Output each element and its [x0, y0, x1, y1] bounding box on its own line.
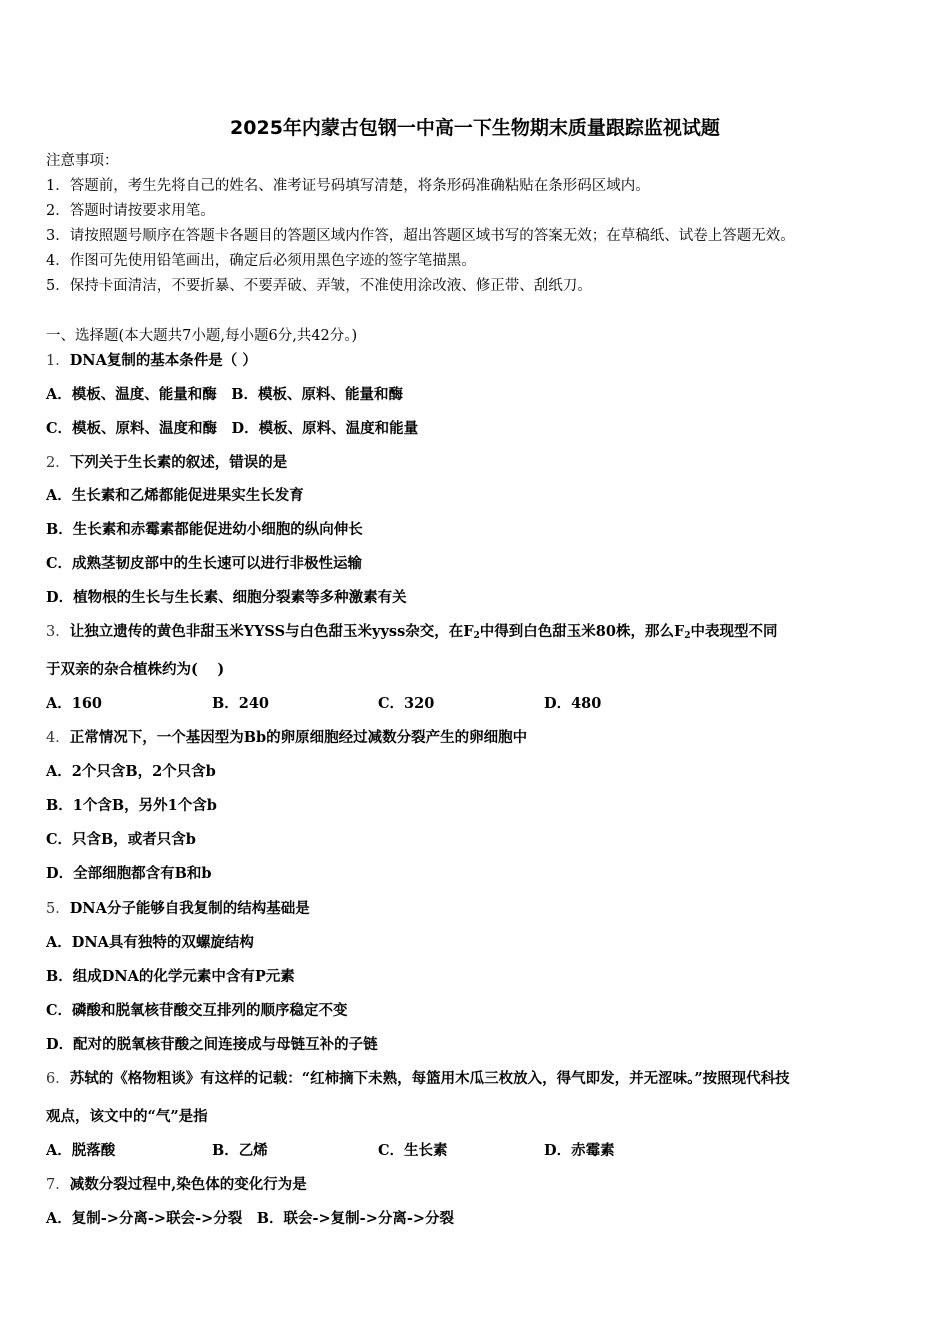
- q4-option-b: B．1个含B，另外1个含b: [46, 797, 217, 814]
- subscript: 2: [684, 631, 691, 641]
- q2-option-a: A．生长素和乙烯都能促进果实生长发育: [46, 487, 304, 504]
- q4-option-a: A．2个只含B，2个只含b: [46, 763, 216, 780]
- question-number: 3．: [46, 624, 70, 640]
- notice-item: 2．答题时请按要求用笔。: [46, 203, 215, 219]
- q5-option-d: D．配对的脱氧核苷酸之间连接成与母链互补的子链: [46, 1036, 378, 1053]
- notice-item: 1．答题前，考生先将自己的姓名、准考证号码填写清楚，将条形码准确粘贴在条形码区域内。: [46, 178, 650, 194]
- question-number: 4．: [46, 730, 70, 746]
- question-number: 7．: [46, 1177, 70, 1193]
- question-3: [46, 622, 778, 646]
- question-number: 1．: [46, 353, 70, 369]
- q6-option-b: B．乙烯: [212, 1142, 268, 1159]
- exam-title: 2025年内蒙古包钢一中高一下生物期末质量跟踪监视试题: [230, 117, 720, 139]
- question-number: 5．: [46, 901, 70, 917]
- question-text: DNA分子能够自我复制的结构基础是: [69, 900, 310, 917]
- q3-option-b: B．240: [212, 695, 270, 712]
- question-2: [46, 453, 287, 473]
- q3-options: [46, 694, 710, 714]
- q7-options-ab: A．复制->分离->联会->分裂 B．联会->复制->分离->分裂: [46, 1210, 455, 1227]
- q5-option-a: A．DNA具有独特的双螺旋结构: [46, 934, 254, 951]
- question-text: 正常情况下，一个基因型为Bb的卵原细胞经过减数分裂产生的卵细胞中: [69, 729, 528, 746]
- q6-option-c: C．生长素: [378, 1142, 448, 1159]
- q6-text-line2: 观点，该文中的“气”是指: [46, 1108, 208, 1125]
- question-7: [46, 1175, 307, 1195]
- notice-item: 4．作图可先使用铅笔画出，确定后必须用黑色字迹的签字笔描黑。: [46, 253, 476, 269]
- question-6: [46, 1069, 790, 1089]
- q4-option-d: D．全部细胞都含有B和b: [46, 865, 212, 882]
- q6-option-d: D．赤霉素: [544, 1142, 615, 1159]
- question-5: [46, 899, 310, 919]
- q1-options-ab: A．模板、温度、能量和酶 B．模板、原料、能量和酶: [46, 386, 404, 403]
- question-text: 苏轼的《格物粗谈》有这样的记载：“红柿摘下未熟，每篮用木瓜三枚放入，得气即发，并无涩味。”按照现代科技: [69, 1070, 790, 1087]
- notice-heading: 注意事项：: [46, 153, 119, 169]
- q3-option-c: C．320: [378, 695, 435, 712]
- subscript: 2: [473, 631, 480, 641]
- q1-options-cd: C．模板、原料、温度和酶 D．模板、原料、温度和能量: [46, 420, 419, 437]
- q2-option-d: D．植物根的生长与生长素、细胞分裂素等多种激素有关: [46, 589, 407, 606]
- q2-option-b: B．生长素和赤霉素都能促进幼小细胞的纵向伸长: [46, 521, 363, 538]
- question-text: 下列关于生长素的叙述，错误的是: [69, 454, 288, 471]
- notice-item: 3．请按照题号顺序在答题卡各题目的答题区域内作答，超出答题区域书写的答案无效；在草稿纸、试卷上答题无效。: [46, 228, 795, 244]
- question-number: 2．: [46, 455, 70, 471]
- q4-option-c: C．只含B，或者只含b: [46, 831, 196, 848]
- question-1: [46, 351, 257, 371]
- notice-item: 5．保持卡面清洁，不要折暴、不要弄破、弄皱，不准使用涂改液、修正带、刮纸刀。: [46, 278, 592, 294]
- q3-option-a: A．160: [46, 695, 103, 712]
- q3-text-line2: 于双亲的杂合植株约为( ): [46, 661, 225, 678]
- question-text: 减数分裂过程中,染色体的变化行为是: [69, 1176, 307, 1193]
- question-text-part: 中得到白色甜玉米80株，那么F: [479, 623, 685, 640]
- question-4: [46, 728, 527, 748]
- question-number: 6．: [46, 1071, 70, 1087]
- question-text-part: 中表现型不同: [690, 623, 778, 640]
- q6-option-a: A．脱落酸: [46, 1142, 116, 1159]
- question-text: DNA复制的基本条件是（ ）: [69, 352, 257, 369]
- q5-option-b: B．组成DNA的化学元素中含有P元素: [46, 968, 295, 985]
- q5-option-c: C．磷酸和脱氧核苷酸交互排列的顺序稳定不变: [46, 1002, 348, 1019]
- section-heading: 一、选择题(本大题共7小题,每小题6分,共42分。): [46, 328, 358, 344]
- q2-option-c: C．成熟茎韧皮部中的生长速可以进行非极性运输: [46, 555, 363, 572]
- question-text-part: 让独立遗传的黄色非甜玉米YYSS与白色甜玉米yyss杂交，在F: [69, 623, 474, 640]
- q3-option-d: D．480: [544, 695, 602, 712]
- q6-options: [46, 1141, 710, 1161]
